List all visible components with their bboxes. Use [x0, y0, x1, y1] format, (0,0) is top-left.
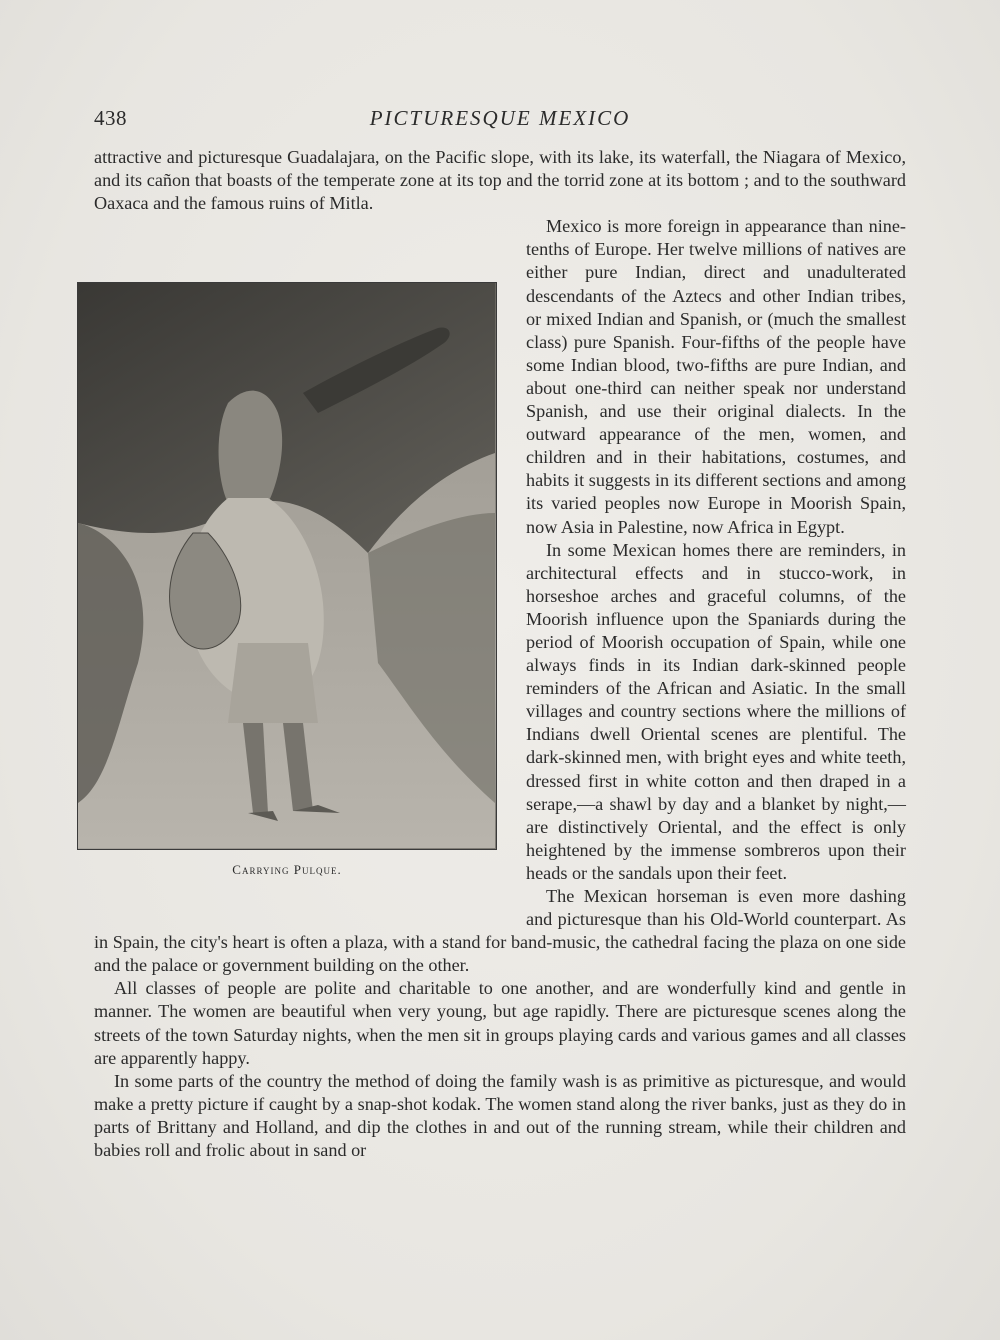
- photo-carrying-pulque: [77, 282, 497, 850]
- paragraph-3: In some Mexican homes there are reminders, in architectural effects and in stucco-work, in horseshoe arches and graceful columns, of the Moorish influence upon the Spaniards during the period of Moorish occupation of Spain, while one always finds in its Indian dark-skinned people reminders of the African and Asiatic. In the small villages and country sections where the millions of Indians dwell Oriental scenes are plentiful. The dark-skinned men, with bright eyes and white teeth, dressed first in white cotton and then draped in a serape,—a shawl by day and a blanket by night,—are distinctively Oriental, and the effect is only heightened by the immense sombreros upon their heads or the sandals upon their feet.: [526, 539, 906, 883]
- figure: [74, 261, 500, 914]
- paragraph-6: In some parts of the country the method of doing the family wash is as primitive as picturesque, and would make a pretty picture if caught by a snap-shot kodak. The women stand along the river banks, just as they do in parts of Brittany and Holland, and dip the clothes in and out of the running stream, while their children and babies roll and frolic about in sand or: [94, 1070, 906, 1161]
- page-number: 438: [94, 106, 127, 130]
- photo-illustration: [78, 283, 495, 848]
- paragraph-2-text: Mexico is more foreign in appearance than nine-tenths of Europe. Her twelve millions of natives are either pure Indian, direct and unadulterated descendants of the Aztecs and other Indian tribes, or mixed Indian and Spanish, or (much the smallest class) pure Spanish. Four-fifths of the people have some Indian blood, two-fifths are pure Indian, and about one-third can neither speak nor understand Spanish, and use their original dialects. In the outward appearance of the men, women, and children and in their habitations, costumes, and habits it suggests in its different sections and among its varied peoples now Europe in Moorish Spain, now Asia in Palestine, now Africa in Egypt.: [526, 216, 906, 537]
- body-text: [94, 146, 906, 1162]
- paragraph-5: All classes of people are polite and charitable to one another, and are wonderfully kind and gentle in manner. The women are beautiful when very young, but age rapidly. There are picturesque scenes along the streets of the town Saturday nights, when the men sit in groups playing cards and various games and all classes are apparently happy.: [94, 978, 906, 1068]
- running-title: PICTURESQUE MEXICO: [369, 106, 631, 130]
- page-header: [94, 106, 906, 136]
- figure-caption: Carrying Pulque.: [232, 862, 342, 878]
- paragraph-4: The Mexican horseman is even more dashing and picturesque than his Old-World counterpart. As in Spain, the city's heart is often a plaza, with a stand for band-music, the cathedral facing the plaza on one side and the palace or government building on the other.: [94, 886, 906, 976]
- paragraph-1: attractive and picturesque Guadalajara, on the Pacific slope, with its lake, its waterfall, the Niagara of Mexico, and its cañon that boasts of the temperate zone at its top and the torrid zone at its bottom ; and to the southward Oaxaca and the famous ruins of Mitla.: [94, 147, 906, 214]
